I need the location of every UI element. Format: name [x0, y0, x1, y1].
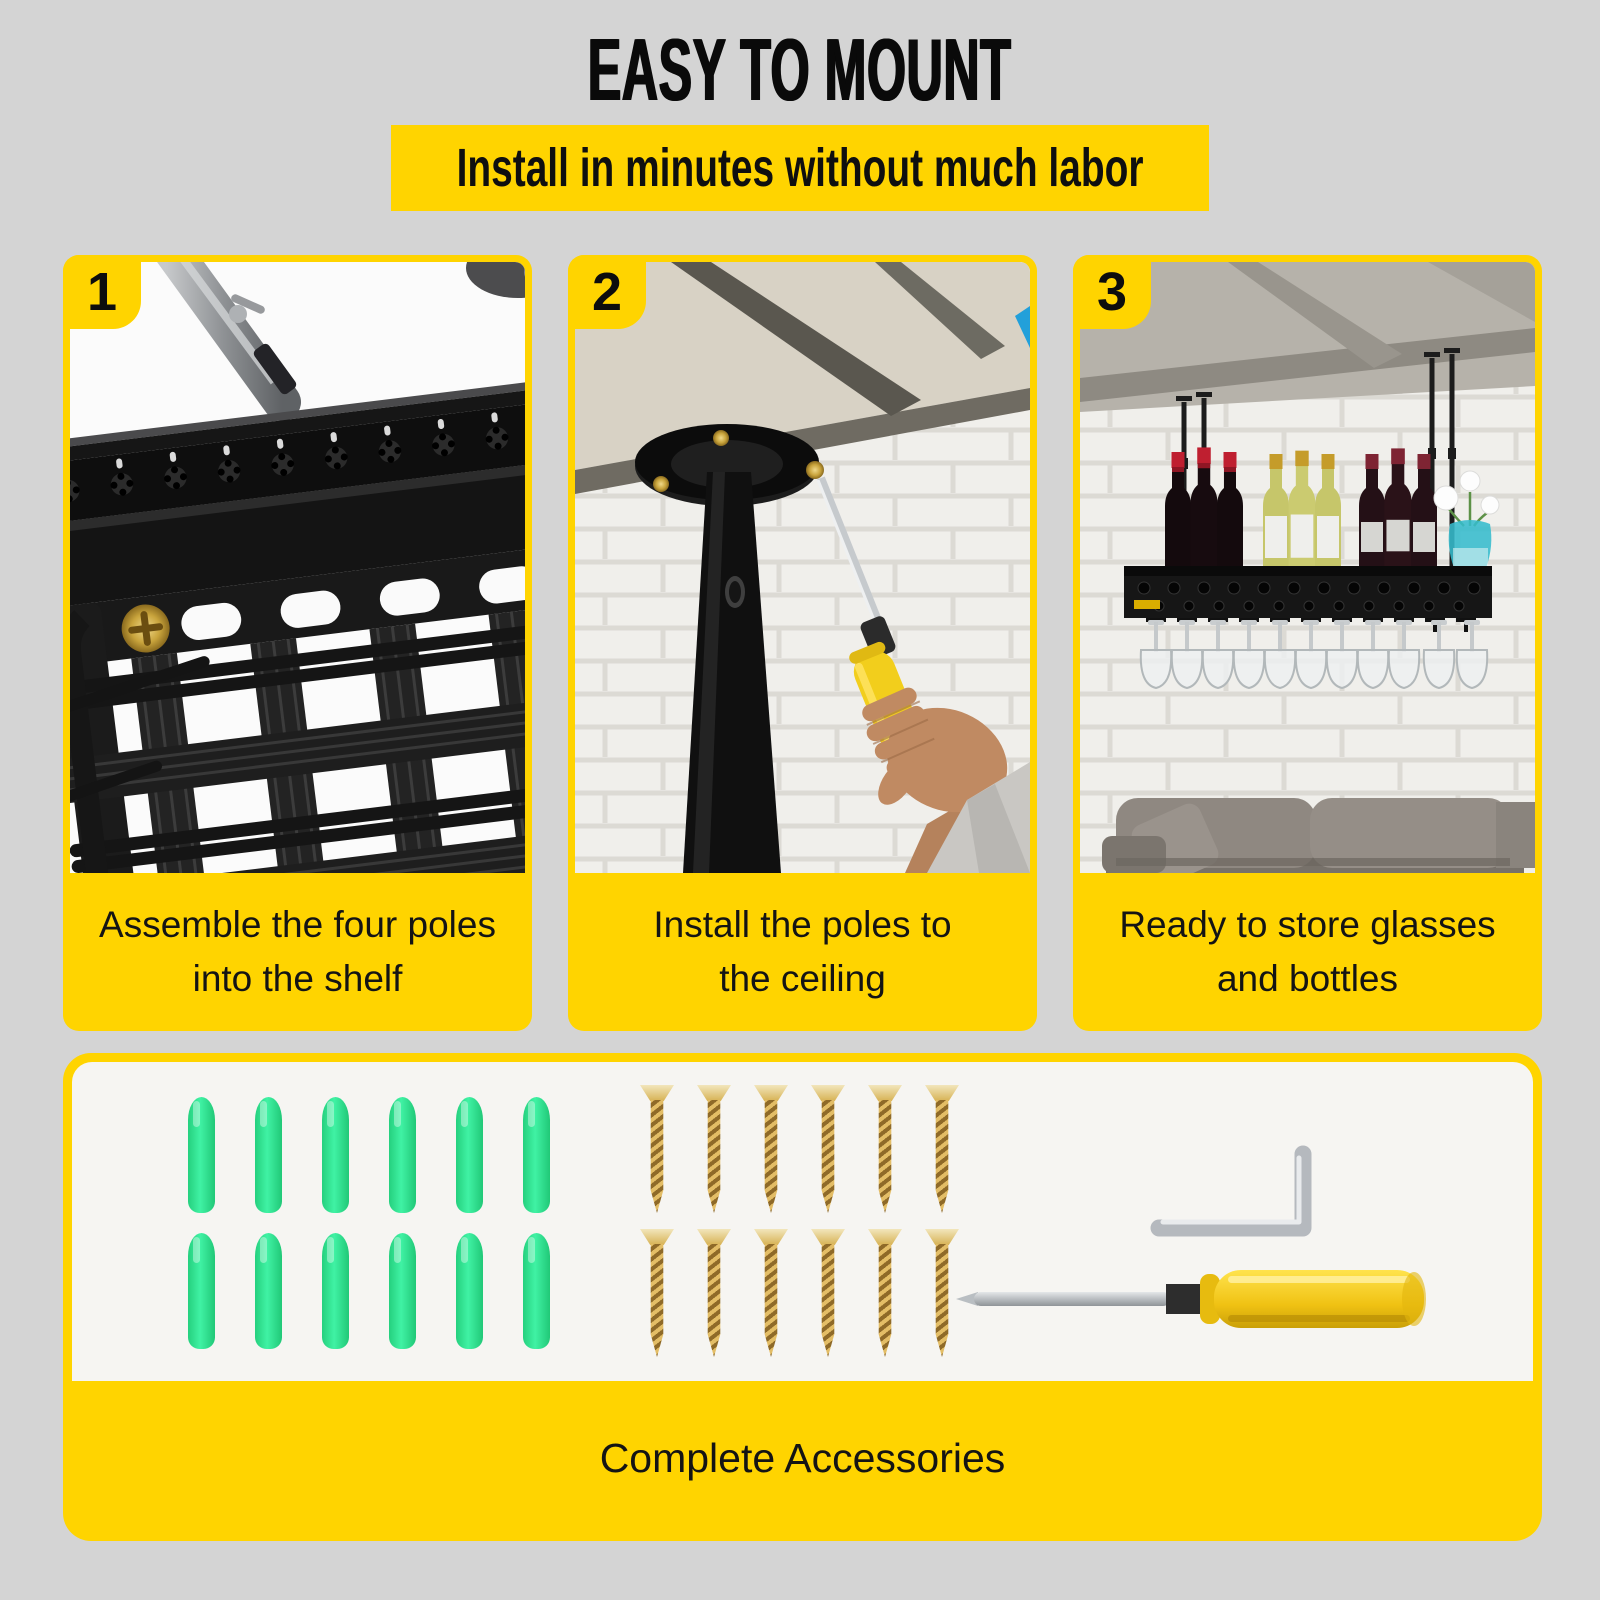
- anchor: [389, 1233, 416, 1349]
- step-2-number-badge: [568, 255, 646, 329]
- step-3-caption-line2: and bottles: [1216, 958, 1399, 999]
- step-3-number: 3: [1096, 262, 1128, 322]
- anchor: [456, 1097, 483, 1213]
- screw: [640, 1229, 674, 1359]
- anchor: [389, 1097, 416, 1213]
- step-2-caption: [575, 873, 1030, 1031]
- anchor: [188, 1233, 215, 1349]
- screw: [754, 1229, 788, 1359]
- anchor: [255, 1097, 282, 1213]
- step-3-number-badge: [1073, 255, 1151, 329]
- anchor: [322, 1233, 349, 1349]
- step-card-3: [1073, 255, 1542, 1031]
- screw: [811, 1229, 845, 1359]
- anchor: [523, 1233, 550, 1349]
- anchor: [523, 1097, 550, 1213]
- step-1-photo-shelf-assembly: [70, 262, 525, 873]
- step-2-number: 2: [591, 262, 623, 322]
- step-2-photo-ceiling-install: [575, 262, 1030, 873]
- accessories-card: [63, 1053, 1542, 1541]
- step-cards-row: [63, 255, 1542, 1031]
- page-title-text: EASY TO MOUNT: [588, 20, 1012, 119]
- step-3-caption-line1: Ready to store glasses: [1119, 904, 1496, 945]
- subtitle-banner: [391, 125, 1209, 211]
- screw: [925, 1085, 959, 1215]
- screwdriver-icon: [952, 1260, 1452, 1343]
- anchor: [188, 1097, 215, 1213]
- step-2-caption-line1: Install the poles to: [653, 904, 952, 945]
- step-card-1: [63, 255, 532, 1031]
- step-3-caption: [1080, 873, 1535, 1031]
- screw: [697, 1229, 731, 1359]
- accessories-tray: [72, 1062, 1533, 1381]
- allen-wrench-icon: [1145, 1142, 1325, 1259]
- screw: [754, 1085, 788, 1215]
- anchor: [255, 1233, 282, 1349]
- screw: [697, 1085, 731, 1215]
- step-1-number-badge: [63, 255, 141, 329]
- screw: [640, 1085, 674, 1215]
- screws-group: [640, 1085, 959, 1359]
- step-2-caption-line2: the ceiling: [719, 958, 886, 999]
- screw: [811, 1085, 845, 1215]
- anchor: [322, 1097, 349, 1213]
- step-1-caption-line2: into the shelf: [192, 958, 403, 999]
- accessories-caption-text: Complete Accessories: [599, 1435, 1006, 1481]
- step-1-caption-line1: Assemble the four poles: [99, 904, 496, 945]
- step-1-number: 1: [86, 262, 118, 322]
- step-1-caption: [70, 873, 525, 1031]
- screw: [868, 1085, 902, 1215]
- step-card-2: [568, 255, 1037, 1031]
- screw: [868, 1229, 902, 1359]
- page-title: [0, 20, 1600, 120]
- anchors-group: [188, 1097, 550, 1349]
- accessories-caption: [72, 1381, 1533, 1536]
- subtitle-text: Install in minutes without much labor: [456, 138, 1144, 198]
- anchor: [456, 1233, 483, 1349]
- step-3-photo-finished-rack: [1080, 262, 1535, 873]
